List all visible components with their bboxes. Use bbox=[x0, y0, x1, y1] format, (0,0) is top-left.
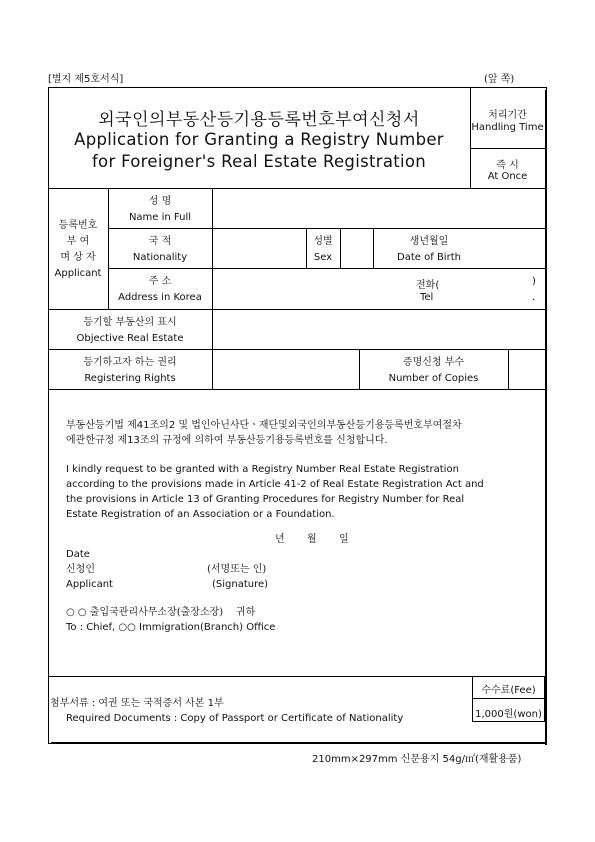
year-label: 년 bbox=[275, 534, 285, 545]
title-english-line1: Application for Granting a Registry Number bbox=[74, 130, 444, 149]
address-label: 주 소 Address in Korea bbox=[118, 276, 202, 303]
paper-spec: 210mm×297mm 신문용지 54g/㎡(재활용품) bbox=[312, 754, 522, 765]
copies-label: 증명신청 부수 Number of Copies bbox=[388, 357, 479, 384]
month-label: 월 bbox=[307, 534, 317, 545]
form-number-label: [별지 제5호서식] bbox=[48, 74, 124, 85]
nationality-label: 국 적 Nationality bbox=[132, 236, 188, 263]
applicant-section-label: 등록번호 부 여 며 상 자 Applicant bbox=[54, 220, 102, 279]
name-field[interactable] bbox=[213, 189, 544, 228]
form-frame bbox=[48, 87, 547, 744]
dob-label: 생년월일 Date of Birth bbox=[397, 236, 461, 263]
phone-dot: . bbox=[532, 292, 536, 303]
addressee-english: To : Chief, ○○ Immigration(Branch) Office bbox=[66, 622, 276, 633]
fee-label: 수수료(Fee) bbox=[481, 685, 536, 696]
day-label: 일 bbox=[339, 534, 349, 545]
applicant-label-en: Applicant bbox=[66, 579, 113, 590]
phone-label-en: Tel bbox=[420, 292, 434, 303]
applicant-label-ko: 신청인 bbox=[66, 564, 95, 575]
fee-value: 1,000원(won) bbox=[475, 709, 542, 720]
processing-period-ko: 처리기간 bbox=[488, 110, 527, 121]
address-field[interactable] bbox=[213, 269, 413, 308]
rights-label: 등기하고자 하는 권리 Registering Rights bbox=[83, 357, 177, 384]
addressee-korean: ○ ○ 출입국관리사무소장(출장소장) 귀하 bbox=[66, 607, 256, 618]
required-docs-korean: 첨부서류 : 여권 또는 국적증서 사본 1부 bbox=[50, 698, 224, 709]
phone-close-paren: ) bbox=[532, 276, 536, 287]
processing-value-ko: 즉 시 bbox=[496, 160, 519, 171]
copies-field[interactable] bbox=[509, 350, 544, 389]
phone-label-ko: 전화( bbox=[416, 280, 440, 291]
rights-field[interactable] bbox=[213, 350, 359, 389]
required-docs-english: Required Documents : Copy of Passport or Certificate of Nationality bbox=[66, 713, 404, 724]
sex-field[interactable] bbox=[341, 229, 373, 268]
sex-label: 성별 Sex bbox=[313, 236, 333, 263]
dob-field[interactable] bbox=[486, 229, 544, 268]
signature-label-en: (Signature) bbox=[212, 579, 269, 590]
signature-label-ko[interactable]: (서명또는 인) bbox=[207, 564, 267, 575]
request-text-english: I kindly request to be granted with a Registry Number Real Estate Registration according to the provisions made in Article 41-2 of Real Estate Registration Act and the provisions in Article 13 of Granting Procedures for Registry Number for Real Estate Registration of an Association or a Foundation. bbox=[66, 464, 484, 520]
title-english-line2: for Foreigner's Real Estate Registration bbox=[91, 152, 427, 171]
title-korean: 외국인의부동산등기용등록번호부여신청서 bbox=[98, 110, 420, 130]
name-label: 성 명 Name in Full bbox=[128, 196, 192, 223]
page-side-label: (앞 쪽) bbox=[484, 74, 515, 85]
property-label: 등기할 부동산의 표시 Objective Real Estate bbox=[76, 317, 184, 344]
request-text-korean: 부동산등기법 제41조의2 및 법인아닌사단ㆍ재단및외국인의부동산등기용등록번호부여절차 에관한규정 제13조의 규정에 의하여 부동산등기용등록번호를 신청합니다. bbox=[66, 420, 462, 446]
nationality-field[interactable] bbox=[213, 229, 306, 268]
processing-value-en: At Once bbox=[487, 171, 528, 182]
property-field[interactable] bbox=[213, 310, 544, 349]
date-label-en: Date bbox=[66, 549, 90, 560]
processing-period-en: Handling Time bbox=[471, 122, 544, 133]
